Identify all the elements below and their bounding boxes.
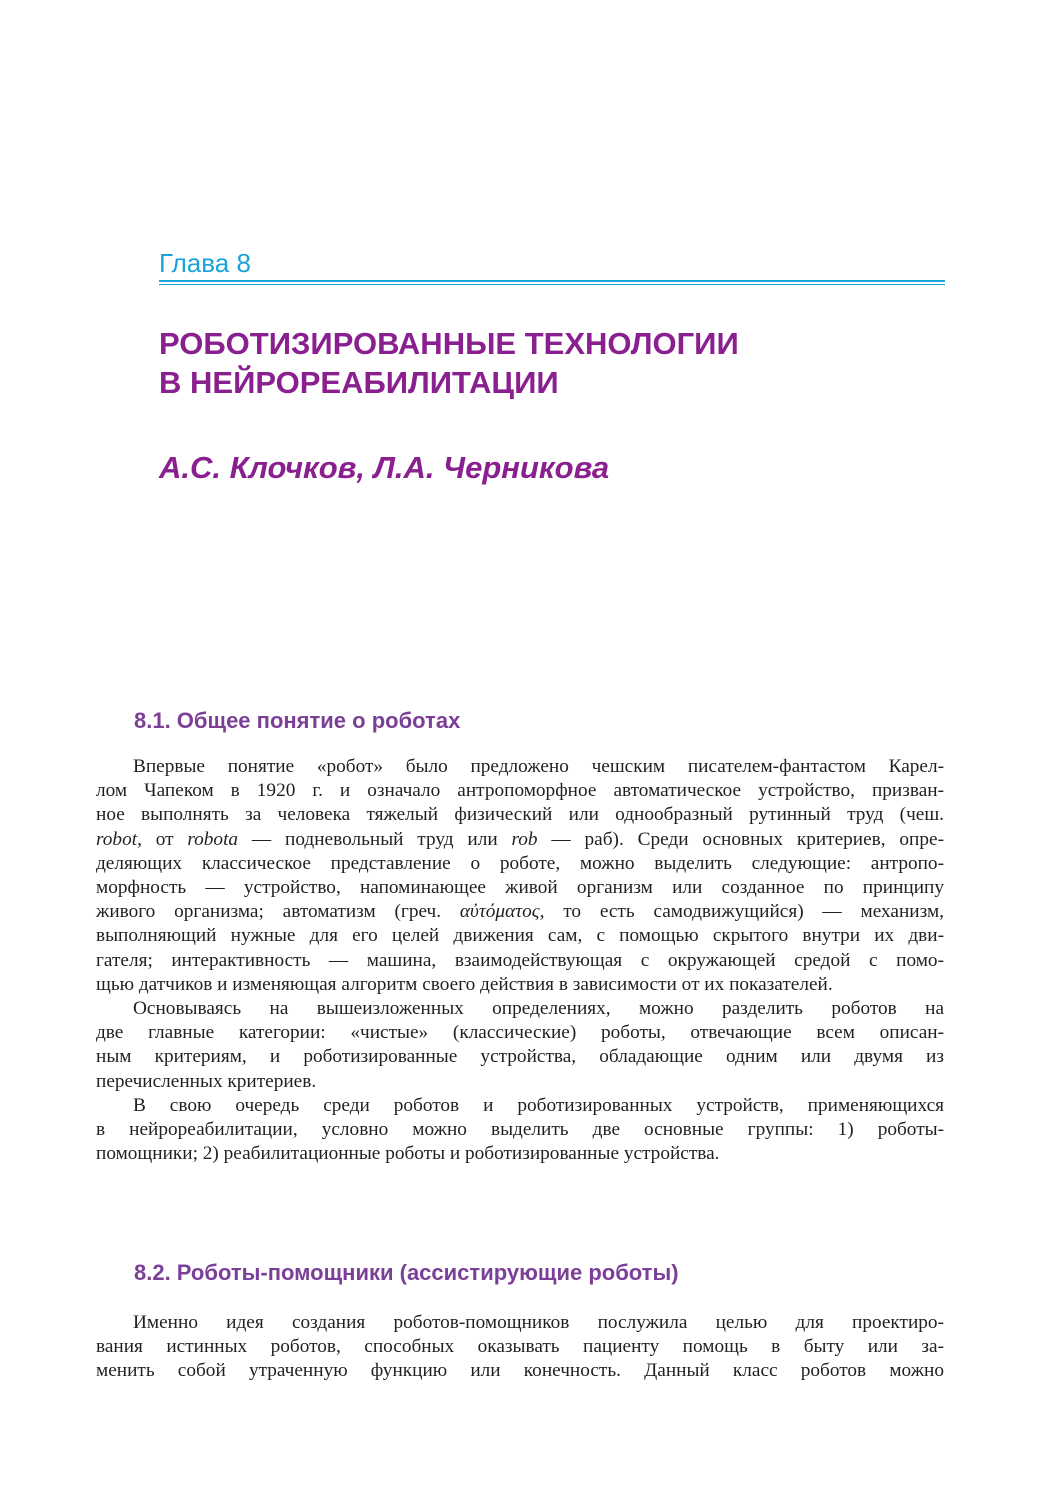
chapter-rule	[159, 280, 945, 286]
chapter-authors: А.С. Клочков, Л.А. Черникова	[159, 450, 610, 485]
body-line: помощники; 2) реабилитационные роботы и роботизированные устройства.	[96, 1143, 720, 1165]
body-line: перечисленных критериев.	[96, 1070, 317, 1092]
body-line: Впервые понятие «робот» было предложено чешским писателем-фантастом Карел-	[133, 756, 944, 777]
body-line: Основываясь на вышеизложенных определениях, можно разделить роботов на	[133, 998, 944, 1020]
body-line: менить собой утраченную функцию или конечность. Данный класс роботов можно	[96, 1360, 944, 1382]
body-line: robot, от robota — подневольный труд или rob — раб). Среди основных критериев, опре-	[96, 828, 944, 850]
chapter-title-line-2: В НЕЙРОРЕАБИЛИТАЦИИ	[159, 365, 559, 400]
body-line: В свою очередь среди роботов и роботизированных устройств, применяющихся	[133, 1094, 944, 1116]
section-8-1-body	[96, 755, 944, 1166]
body-line: лом Чапеком в 1920 г. и означало антропоморфное автоматическое устройство, призван-	[96, 780, 944, 802]
body-line: морфность — устройство, напоминающее живой организм или созданное по принципу	[96, 877, 944, 899]
chapter-title-line-1: РОБОТИЗИРОВАННЫЕ ТЕХНОЛОГИИ	[159, 326, 739, 361]
section-heading-8-1: 8.1. Общее понятие о роботах	[134, 708, 461, 733]
chapter-title	[159, 324, 945, 402]
body-line: две главные категории: «чистые» (классические) роботы, отвечающие всем описан-	[96, 1022, 944, 1044]
body-line: гателя; интерактивность — машина, взаимодействующая с окружающей средой с помо-	[96, 949, 944, 971]
rule-thin	[159, 284, 945, 285]
body-line: в нейрореабилитации, условно можно выделить две основные группы: 1) роботы-	[96, 1119, 944, 1141]
body-line: Именно идея создания роботов-помощников послужила целью для проектиро-	[133, 1312, 944, 1333]
section-8-2-body	[96, 1311, 944, 1384]
body-line: деляющих классическое представление о роботе, можно выделить следующие: антропо-	[96, 852, 944, 874]
body-line: щью датчиков и изменяющая алгоритм своего действия в зависимости от их показателей.	[96, 973, 833, 995]
body-line: ное выполнять за человека тяжелый физический или однообразный рутинный труд (чеш.	[96, 804, 944, 826]
body-line: выполняющий нужные для его целей движения сам, с помощью скрытого внутри их дви-	[96, 925, 944, 947]
chapter-label: Глава 8	[159, 248, 251, 278]
body-line: вания истинных роботов, способных оказывать пациенту помощь в быту или за-	[96, 1336, 944, 1358]
section-heading-8-2: 8.2. Роботы-помощники (ассистирующие роботы)	[134, 1260, 679, 1285]
rule-thick	[159, 280, 945, 282]
body-line: живого организма; автоматизм (греч. αὐτόματος, то есть самодвижущийся) — механизм,	[96, 901, 944, 923]
body-line: ным критериям, и роботизированные устройства, обладающие одним или двумя из	[96, 1046, 944, 1068]
